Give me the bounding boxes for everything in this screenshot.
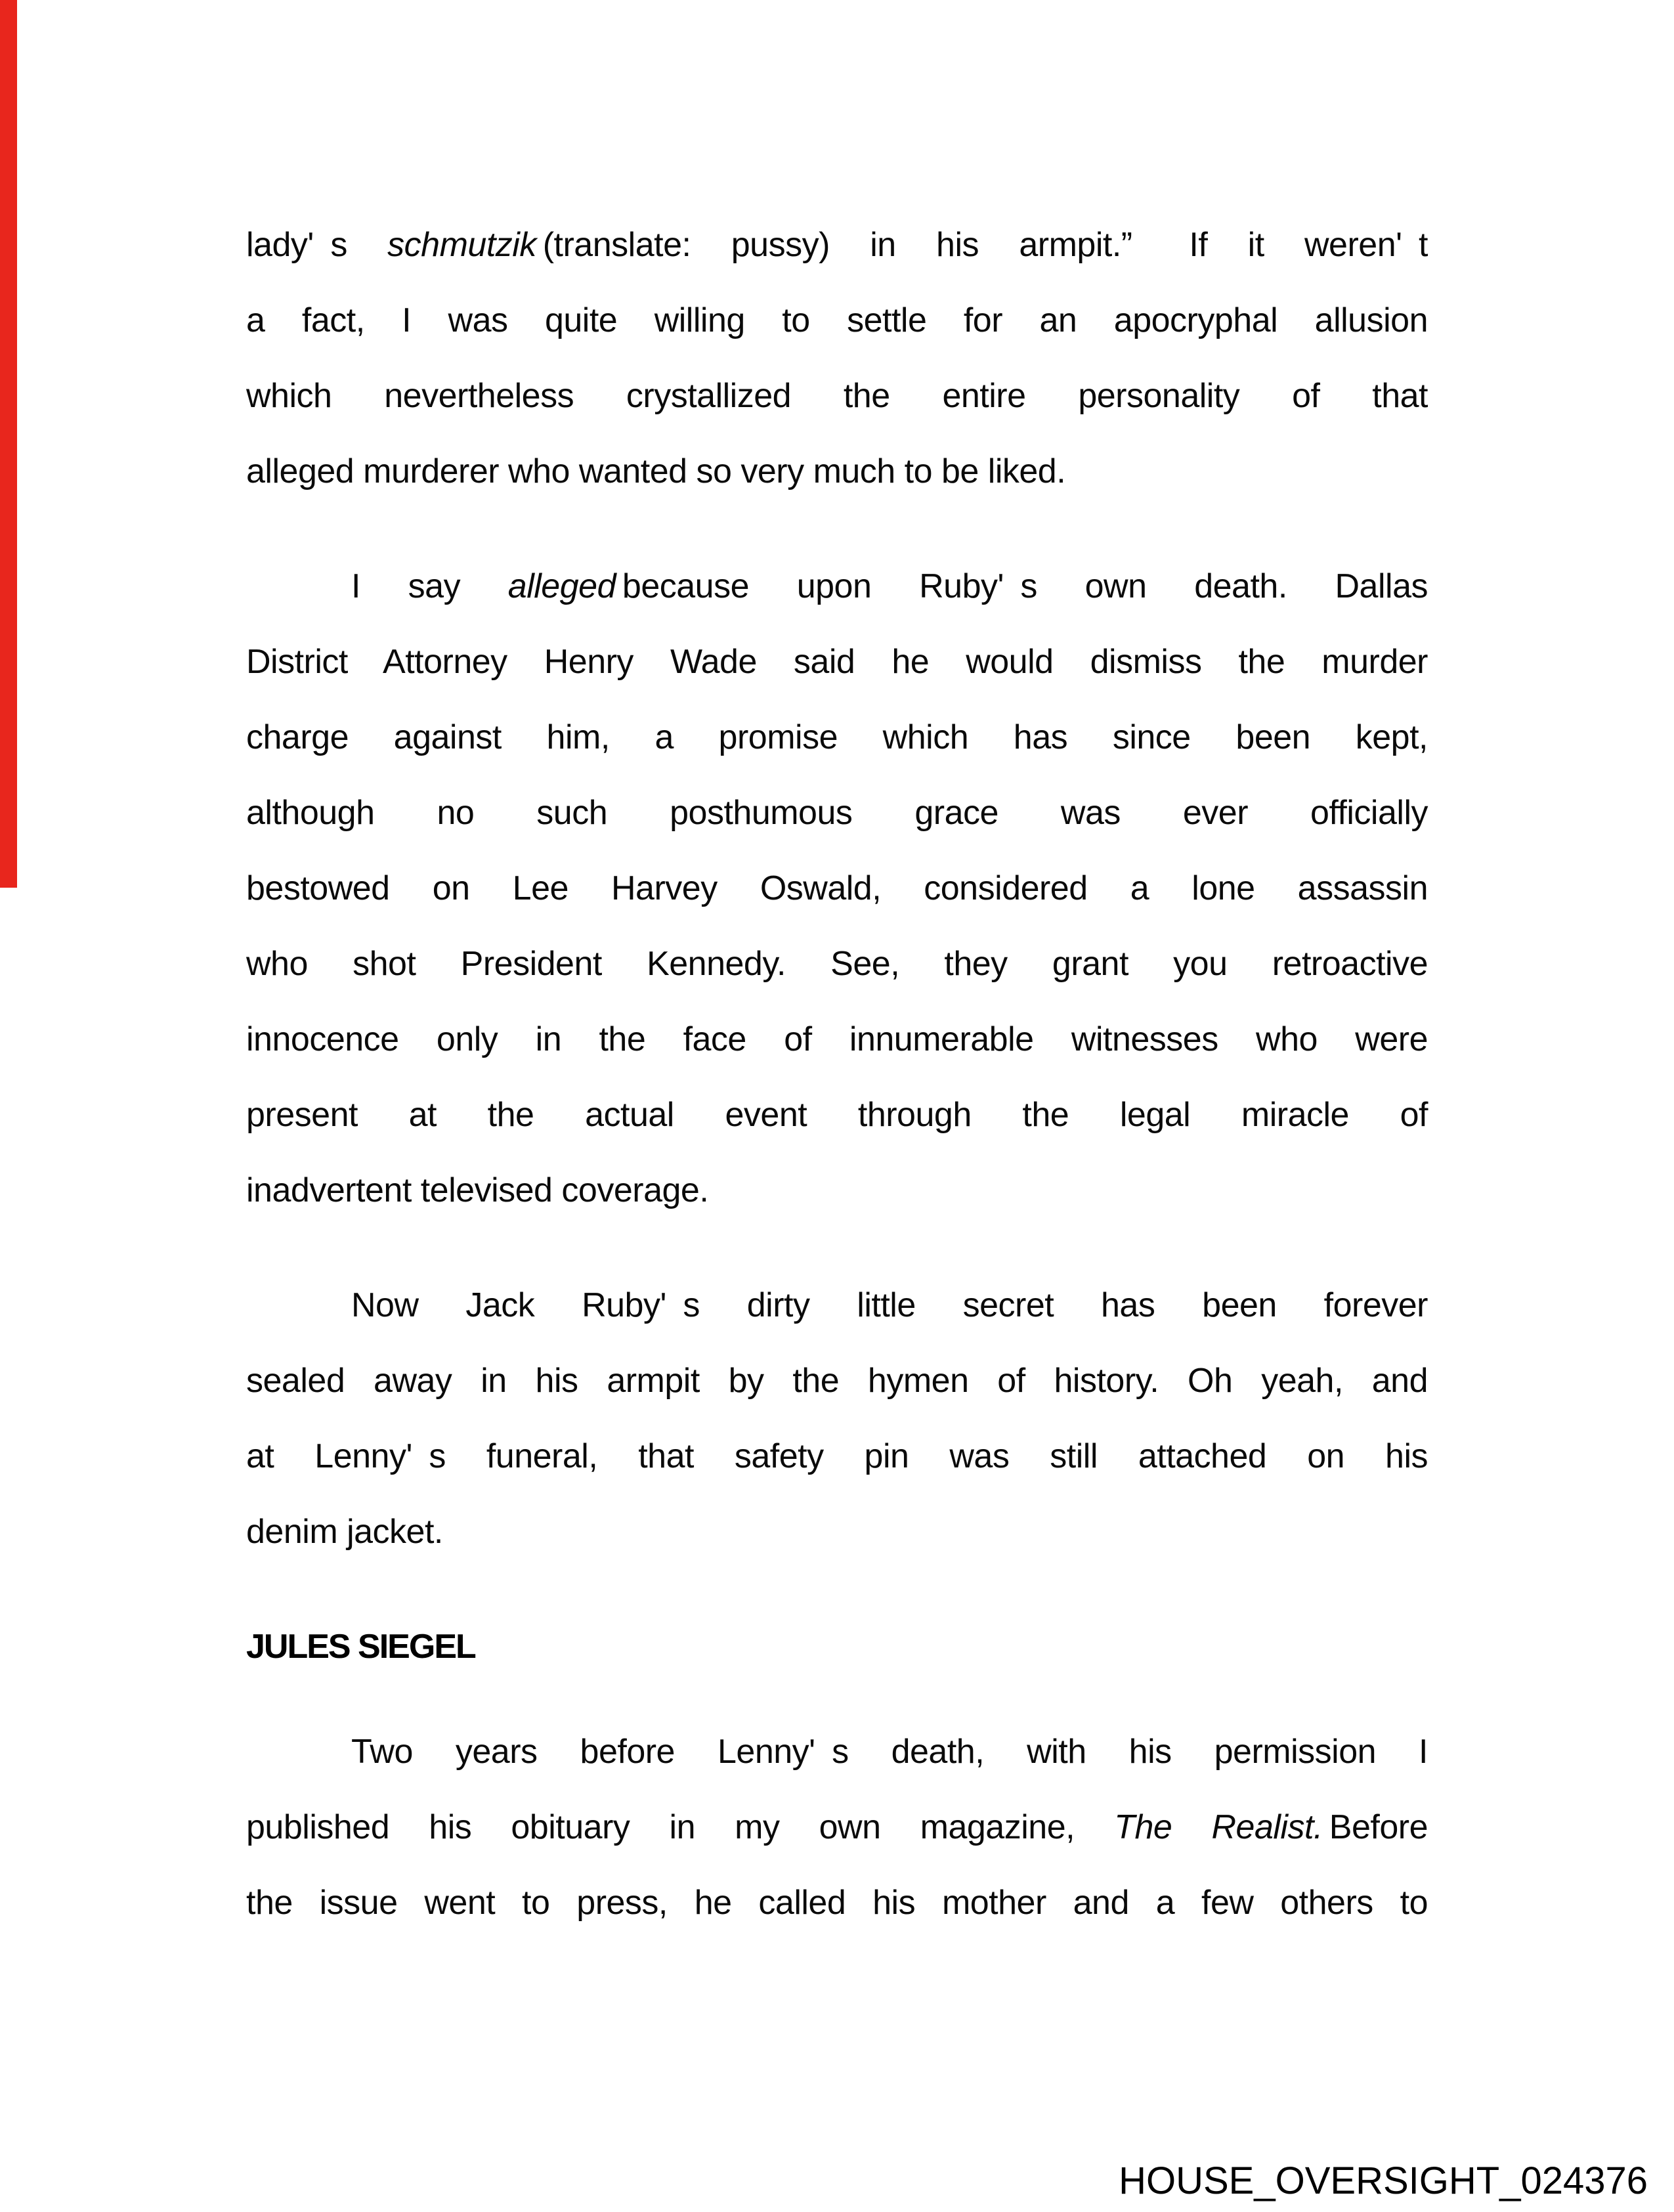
text-segment: a fact, I was quite willing to settle for an apocryphal allusion <box>246 301 1428 339</box>
text-line <box>246 851 1428 926</box>
paragraph <box>246 207 1428 510</box>
text-segment: Two years before Lenny' s death, with his permission I <box>351 1733 1428 1771</box>
text-line <box>246 624 1428 700</box>
text-line <box>246 358 1428 434</box>
text-line <box>246 283 1428 358</box>
text-segment: Before <box>1322 1808 1428 1846</box>
text-segment: inadvertent televised coverage. <box>246 1171 709 1209</box>
paragraph <box>246 1268 1428 1570</box>
text-line <box>246 1268 1428 1343</box>
document-body <box>246 207 1428 1980</box>
text-segment: although no such posthumous grace was ever officially <box>246 794 1428 832</box>
text-segment: present at the actual event through the legal miracle of <box>246 1096 1428 1134</box>
italic-text-segment: schmutzik <box>387 226 536 264</box>
paragraph <box>246 1714 1428 1941</box>
text-segment: the issue went to press, he called his mother and a few others to <box>246 1884 1428 1922</box>
bates-footer: HOUSE_OVERSIGHT_024376 <box>1119 2159 1648 2202</box>
text-segment: charge against him, a promise which has since been kept, <box>246 718 1428 756</box>
text-line <box>246 1002 1428 1077</box>
text-segment: I say <box>351 567 508 605</box>
text-segment: at Lenny' s funeral, that safety pin was still attached on his <box>246 1437 1428 1475</box>
text-segment: which nevertheless crystallized the entire personality of that <box>246 377 1428 415</box>
text-line <box>246 549 1428 624</box>
text-segment: alleged murderer who wanted so very much to be liked. <box>246 452 1066 490</box>
text-line <box>246 1790 1428 1865</box>
text-line <box>246 1077 1428 1153</box>
red-edge-artifact <box>0 0 17 888</box>
italic-text-segment: alleged <box>507 567 616 605</box>
text-segment: sealed away in his armpit by the hymen of history. Oh yeah, and <box>246 1362 1428 1400</box>
text-line <box>246 926 1428 1002</box>
text-segment: published his obituary in my own magazine, <box>246 1808 1115 1846</box>
section-heading: JULES SIEGEL <box>246 1628 475 1666</box>
text-segment: bestowed on Lee Harvey Oswald, considered a lone assassin <box>246 869 1428 907</box>
text-line <box>246 1865 1428 1941</box>
text-line <box>246 1343 1428 1419</box>
text-line <box>246 1153 1428 1228</box>
text-line <box>246 1494 1428 1570</box>
text-line <box>246 1419 1428 1494</box>
text-line <box>246 207 1428 283</box>
text-segment: who shot President Kennedy. See, they grant you retroactive <box>246 945 1428 983</box>
text-segment: Now Jack Ruby' s dirty little secret has been forever <box>351 1286 1428 1324</box>
text-segment: because upon Ruby' s own death. Dallas <box>616 567 1428 605</box>
text-segment: innocence only in the face of innumerable witnesses who were <box>246 1020 1428 1058</box>
text-segment: District Attorney Henry Wade said he would dismiss the murder <box>246 643 1428 681</box>
text-line <box>246 434 1428 510</box>
paragraph <box>246 549 1428 1228</box>
text-line <box>246 700 1428 775</box>
text-segment: (translate: pussy) in his armpit.” If it weren' t <box>536 226 1428 264</box>
text-line <box>246 775 1428 851</box>
text-segment: denim jacket. <box>246 1513 443 1551</box>
text-segment: lady' s <box>246 226 388 264</box>
italic-text-segment: The Realist. <box>1114 1808 1323 1846</box>
text-line <box>246 1714 1428 1790</box>
